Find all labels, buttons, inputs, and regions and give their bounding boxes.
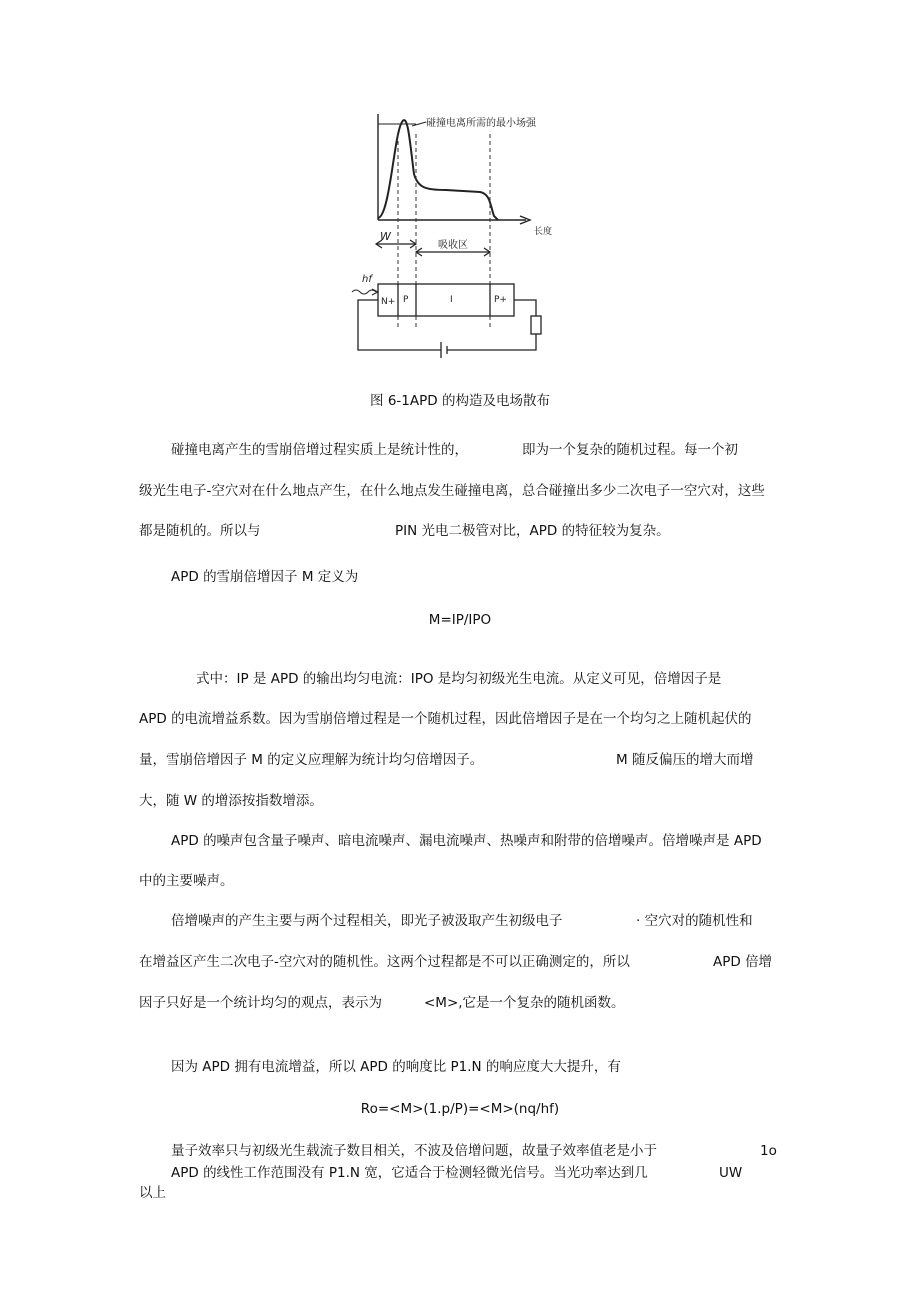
w-label: W bbox=[380, 230, 391, 243]
axis-label: 长度 bbox=[534, 227, 553, 237]
p7-l3: 以上 bbox=[139, 1185, 166, 1201]
p1-l1b: 即为一个复杂的随机过程。每一个初 bbox=[522, 442, 738, 458]
p5-l2b: APD 倍增 bbox=[713, 954, 773, 970]
p3-l3a: 量，雪崩倍增因子 M 的定义应理解为统计均匀倍增因子。 bbox=[139, 752, 484, 768]
p3-l3b: M 随反偏压的增大而增 bbox=[616, 752, 754, 768]
p4-l2: 中的主要噪声。 bbox=[139, 873, 234, 889]
layer-n: N+ bbox=[381, 297, 396, 307]
p5-l3a: 因子只好是一个统计均匀的观点，表示为 bbox=[139, 995, 382, 1011]
layer-p: P bbox=[403, 295, 409, 305]
absorb-label: 吸收区 bbox=[438, 240, 468, 251]
p7-l1b: 1o bbox=[760, 1143, 777, 1159]
figure-caption: 图 6-1APD 的构造及电场散布 bbox=[370, 393, 550, 409]
hv-label: hf bbox=[362, 274, 372, 285]
p5-l3b: <M>,它是一个复杂的随机函数。 bbox=[424, 995, 625, 1011]
p5-l1a: 倍增噪声的产生主要与两个过程相关，即光子被汲取产生初级电子 bbox=[171, 913, 563, 929]
p5-l1b: · 空穴对的随机性和 bbox=[636, 913, 753, 929]
p1-l3a: 都是随机的。所以与 bbox=[139, 523, 261, 539]
field-curve bbox=[378, 120, 498, 220]
equation-2: Ro=<M>(1.p/P)=<M>(nq/hf) bbox=[360, 1101, 560, 1117]
p3-l1: 式中：IP 是 APD 的输出均匀电流：IPO 是均匀初级光生电流。从定义可见，倍增因子是 bbox=[196, 671, 722, 687]
p3-l2: APD 的电流增益系数。因为雪崩倍增过程是一个随机过程，因此倍增因子是在一个均匀之上随机起伏的 bbox=[139, 711, 752, 727]
p5-l2a: 在增益区产生二次电子-空穴对的随机性。这两个过程都是不可以正确测定的，所以 bbox=[139, 954, 630, 970]
layer-pp: P+ bbox=[494, 295, 507, 305]
apd-structure-figure bbox=[346, 104, 576, 366]
p6: 因为 APD 拥有电流增益，所以 APD 的响度比 P1.N 的响应度大大提升，有 bbox=[171, 1059, 621, 1075]
peak-label: 碰撞电离所需的最小场强 bbox=[426, 118, 536, 129]
p1-l2: 级光生电子-空穴对在什么地点产生，在什么地点发生碰撞电离，总合碰撞出多少二次电子一空穴对，这些 bbox=[139, 483, 765, 499]
layer-i: I bbox=[450, 295, 453, 305]
p7-l2a: APD 的线性工作范围没有 P1.N 宽，它适合于检测轻微光信号。当光功率达到几 bbox=[171, 1165, 648, 1181]
p2: APD 的雪崩倍增因子 M 定义为 bbox=[171, 569, 359, 585]
p7-l2b: UW bbox=[719, 1165, 743, 1181]
p1-l1a: 碰撞电离产生的雪崩倍增过程实质上是统计性的， bbox=[171, 442, 468, 458]
p3-l4: 大，随 W 的增添按指数增添。 bbox=[139, 793, 323, 809]
equation-1: M=IP/IPO bbox=[428, 612, 492, 628]
load-resistor bbox=[531, 316, 541, 334]
p4-l1: APD 的噪声包含量子噪声、暗电流噪声、漏电流噪声、热噪声和附带的倍增噪声。倍增噪声是 APD bbox=[171, 833, 762, 849]
p7-l1a: 量子效率只与初级光生载流子数目相关，不波及倍增问题，故量子效率值老是小于 bbox=[171, 1143, 657, 1159]
p1-l3b: PIN 光电二极管对比，APD 的特征较为复杂。 bbox=[395, 523, 670, 539]
